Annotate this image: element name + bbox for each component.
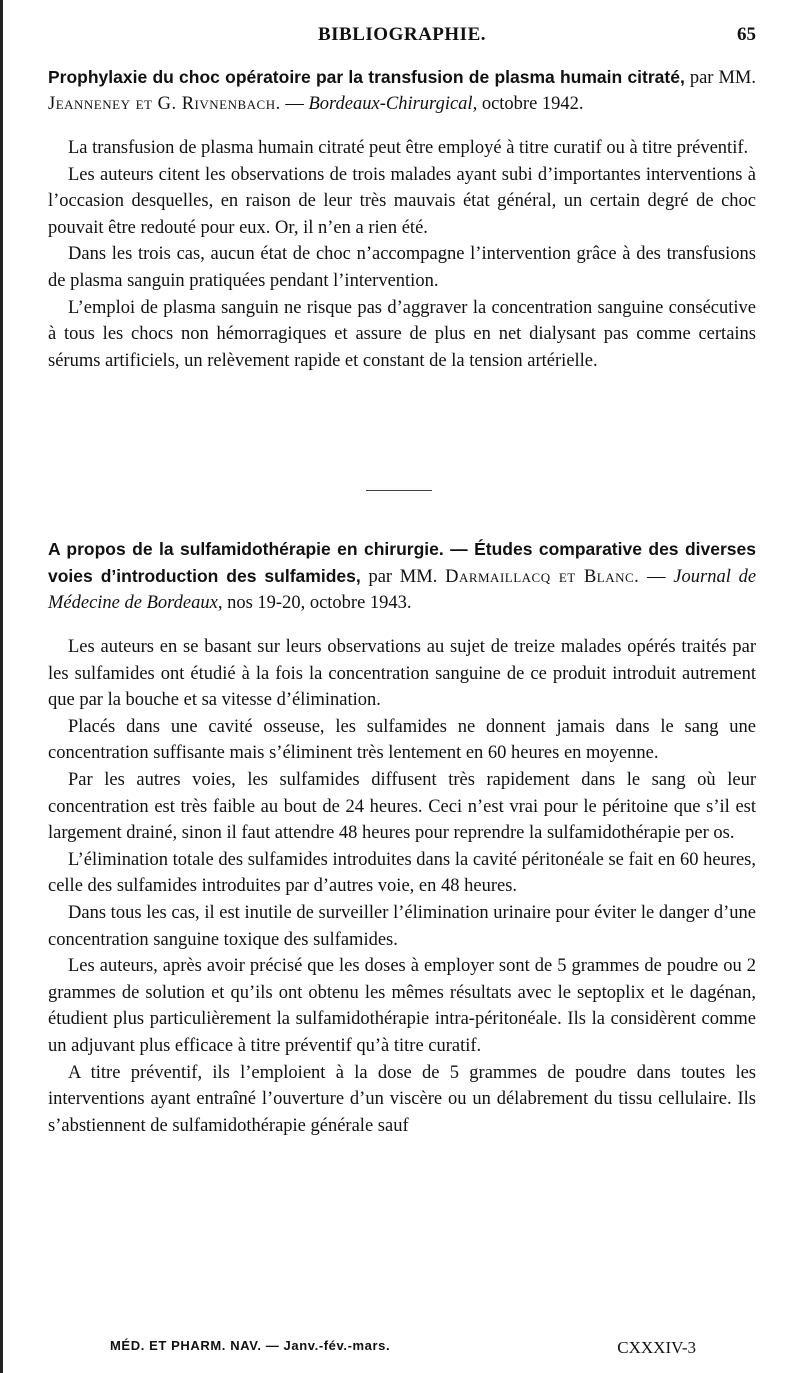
running-title: BIBLIOGRAPHIE.: [317, 24, 486, 45]
article-title: A propos de la sulfamidothérapie en chirurgie. — Études comparative des diverses voies d’introduction des sulfamides,: [48, 539, 756, 586]
article-sulfamidotherapie: [48, 536, 756, 1139]
body-paragraph: Par les autres voies, les sulfamides diffusent très rapidement dans le sang où leur concentration est très faible au bout de 24 heures. Ceci n’est vrai pour le péritoine que s’il est largement drainé, sinon il faut attendre 48 heures pour reprendre la sulfamidothérapie per os.: [48, 769, 756, 844]
body-paragraph: Dans tous les cas, il est inutile de surveiller l’élimination urinaire pour éviter le danger d’une concentration sanguine toxique des sulfamides.: [48, 902, 756, 950]
body-paragraph: Les auteurs en se basant sur leurs observations au sujet de treize malades opérés traités par les sulfamides ont étudié à la fois la concentration sanguine de ce produit introduit autrement que par la bouche et sa vitesse d’élimination.: [48, 637, 756, 711]
article-by: par MM.: [689, 68, 756, 88]
body-paragraph: Placés dans une cavité osseuse, les sulfamides ne donnent jamais dans le sang une concentration suffisante mais s’éliminent très lentement en 60 heures en moyenne.: [48, 716, 756, 764]
article-authors: Jeanneney et G. Rivnenbach.: [48, 94, 281, 114]
footer-journal-issue: MÉD. ET PHARM. NAV. — Janv.-fév.-mars.: [110, 1338, 391, 1353]
page-footer: [110, 1338, 696, 1362]
article-dash: —: [285, 94, 304, 114]
article-authors: Darmaillacq et Blanc.: [445, 567, 640, 587]
body-paragraph: L’emploi de plasma sanguin ne risque pas d’aggraver la concentration sanguine consécutive à tous les chocs non hémorragiques et assure de plus en net dialysant pas comme certains sérums artificiels, un relèvement rapide et constant de la tension artérielle.: [48, 297, 756, 371]
article-date: nos 19-20, octobre 1943.: [227, 593, 412, 613]
article-prophylaxie: [48, 64, 756, 374]
article-by: par MM.: [368, 567, 438, 587]
article-title: Prophylaxie du choc opératoire par la transfusion de plasma humain citraté,: [48, 67, 685, 87]
body-paragraph: A titre préventif, ils l’emploient à la dose de 5 grammes de poudre dans toutes les interventions ayant entraîné l’ouverture d’un viscère ou un délabrement du tissu cellulaire. Ils s’abstiennent de sulfamidothérapie générale sauf: [48, 1062, 756, 1136]
article-date: octobre 1942.: [481, 94, 584, 114]
article-reference: [48, 536, 756, 616]
body-paragraph: Les auteurs citent les observations de trois malades ayant subi d’importantes interventions à l’occasion desquelles, en raison de leur très mauvais état général, un certain degré de choc pouvait être redouté pour eux. Or, il n’en a rien été.: [48, 164, 756, 238]
page-number: 65: [737, 24, 756, 45]
page-edge-rule: [0, 0, 3, 1373]
footer-signature-mark: CXXXIV-3: [617, 1338, 696, 1357]
body-paragraph: Dans les trois cas, aucun état de choc n’accompagne l’intervention grâce à des transfusions de plasma sanguin pratiquées pendant l’intervention.: [48, 244, 756, 291]
body-paragraph: La transfusion de plasma humain citraté peut être employé à titre curatif ou à titre préventif.: [68, 138, 749, 158]
running-head: [48, 24, 756, 48]
section-divider: [366, 490, 432, 491]
article-reference: [48, 64, 756, 117]
body-paragraph: Les auteurs, après avoir précisé que les doses à employer sont de 5 grammes de poudre ou 2 grammes de solution et qu’ils ont obtenu les mêmes résultats avec le septoplix et le dagénan, étudient plus particulièrement la sulfamidothérapie intra-péritonéale. Ils la considèrent comme un adjuvant plus efficace à titre préventif qu’à titre curatif.: [48, 956, 756, 1056]
article-dash: —: [647, 567, 666, 587]
article-journal: Bordeaux-Chirurgical,: [308, 94, 478, 114]
article-journal: Journal de Médecine de Bordeaux,: [48, 567, 757, 613]
body-paragraph: L’élimination totale des sulfamides introduites dans la cavité péritonéale se fait en 60 heures, celle des sulfamides introduites par d’autres voie, en 48 heures.: [48, 849, 756, 897]
